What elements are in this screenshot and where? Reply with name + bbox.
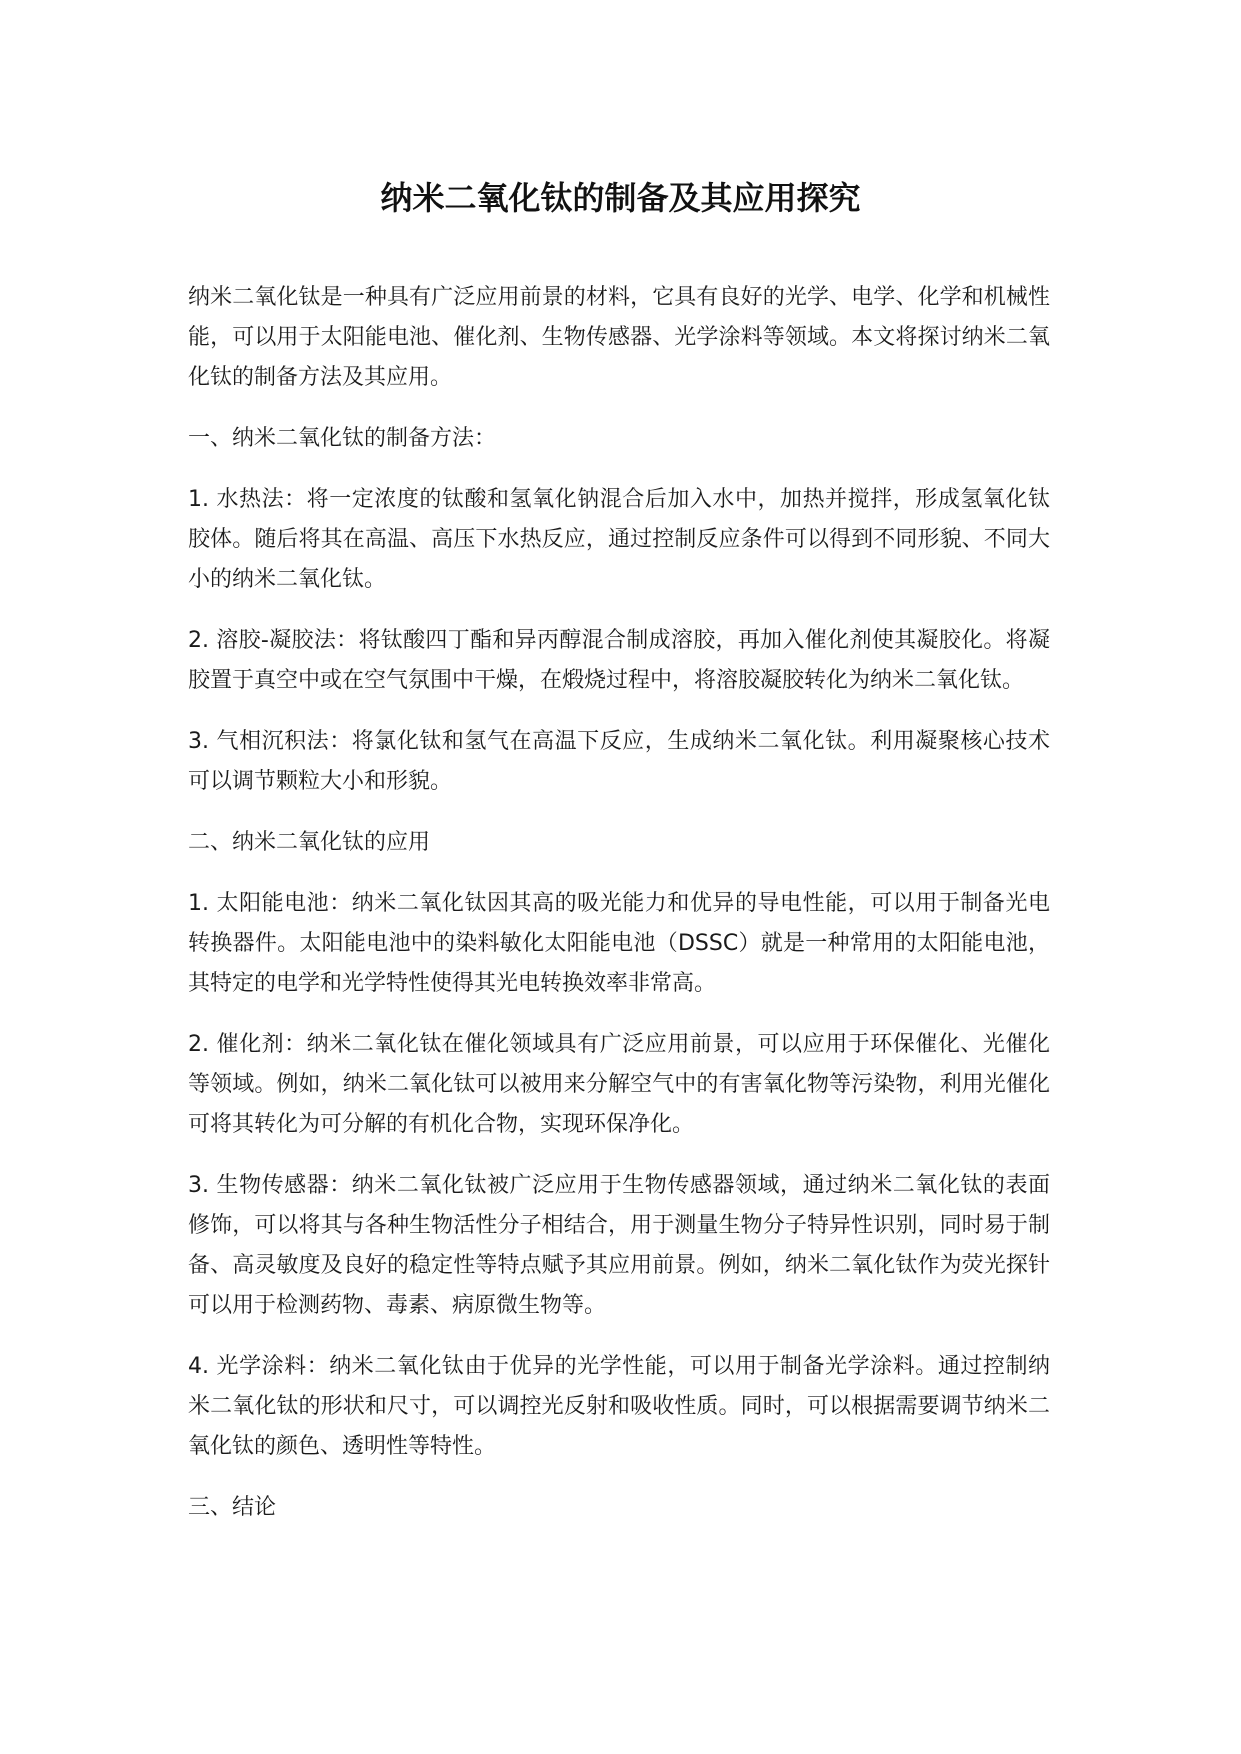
paragraph-vapor-deposition: 3. 气相沉积法：将氯化钛和氢气在高温下反应，生成纳米二氧化钛。利用凝聚核心技术可以调节颗粒大小和形貌。 xyxy=(188,729,1050,794)
section-heading-conclusion: 三、结论 xyxy=(188,1495,277,1520)
paragraph-sol-gel: 2. 溶胶-凝胶法：将钛酸四丁酯和异丙醇混合制成溶胶，再加入催化剂使其凝胶化。将凝胶置于真空中或在空气氛围中干燥，在煅烧过程中，将溶胶凝胶转化为纳米二氧化钛。 xyxy=(188,628,1050,693)
document-body xyxy=(188,278,1050,1549)
document-title: 纳米二氧化钛的制备及其应用探究 xyxy=(380,179,861,217)
section-heading-applications: 二、纳米二氧化钛的应用 xyxy=(188,830,431,855)
paragraph-biosensor: 3. 生物传感器：纳米二氧化钛被广泛应用于生物传感器领域，通过纳米二氧化钛的表面修饰，可以将其与各种生物活性分子相结合，用于测量生物分子特异性识别，同时易于制备、高灵敏度及良好的稳定性等特点赋予其应用前景。例如，纳米二氧化钛作为荧光探针可以用于检测药物、毒素、病原微生物等。 xyxy=(188,1173,1050,1318)
section-heading-preparation: 一、纳米二氧化钛的制备方法： xyxy=(188,426,497,451)
paragraph-solar-cell: 1. 太阳能电池：纳米二氧化钛因其高的吸光能力和优异的导电性能，可以用于制备光电转换器件。太阳能电池中的染料敏化太阳能电池（DSSC）就是一种常用的太阳能电池，其特定的电学和光学特性使得其光电转换效率非常高。 xyxy=(188,891,1050,996)
intro-paragraph: 纳米二氧化钛是一种具有广泛应用前景的材料，它具有良好的光学、电学、化学和机械性能，可以用于太阳能电池、催化剂、生物传感器、光学涂料等领域。本文将探讨纳米二氧化钛的制备方法及其应用。 xyxy=(188,285,1050,390)
paragraph-catalyst: 2. 催化剂：纳米二氧化钛在催化领域具有广泛应用前景，可以应用于环保催化、光催化等领域。例如，纳米二氧化钛可以被用来分解空气中的有害氧化物等污染物，利用光催化可将其转化为可分解的有机化合物，实现环保净化。 xyxy=(188,1032,1050,1137)
paragraph-hydrothermal: 1. 水热法：将一定浓度的钛酸和氢氧化钠混合后加入水中，加热并搅拌，形成氢氧化钛胶体。随后将其在高温、高压下水热反应，通过控制反应条件可以得到不同形貌、不同大小的纳米二氧化钛。 xyxy=(188,487,1050,592)
paragraph-optical-coating: 4. 光学涂料：纳米二氧化钛由于优异的光学性能，可以用于制备光学涂料。通过控制纳米二氧化钛的形状和尺寸，可以调控光反射和吸收性质。同时，可以根据需要调节纳米二氧化钛的颜色、透明性等特性。 xyxy=(188,1354,1050,1459)
